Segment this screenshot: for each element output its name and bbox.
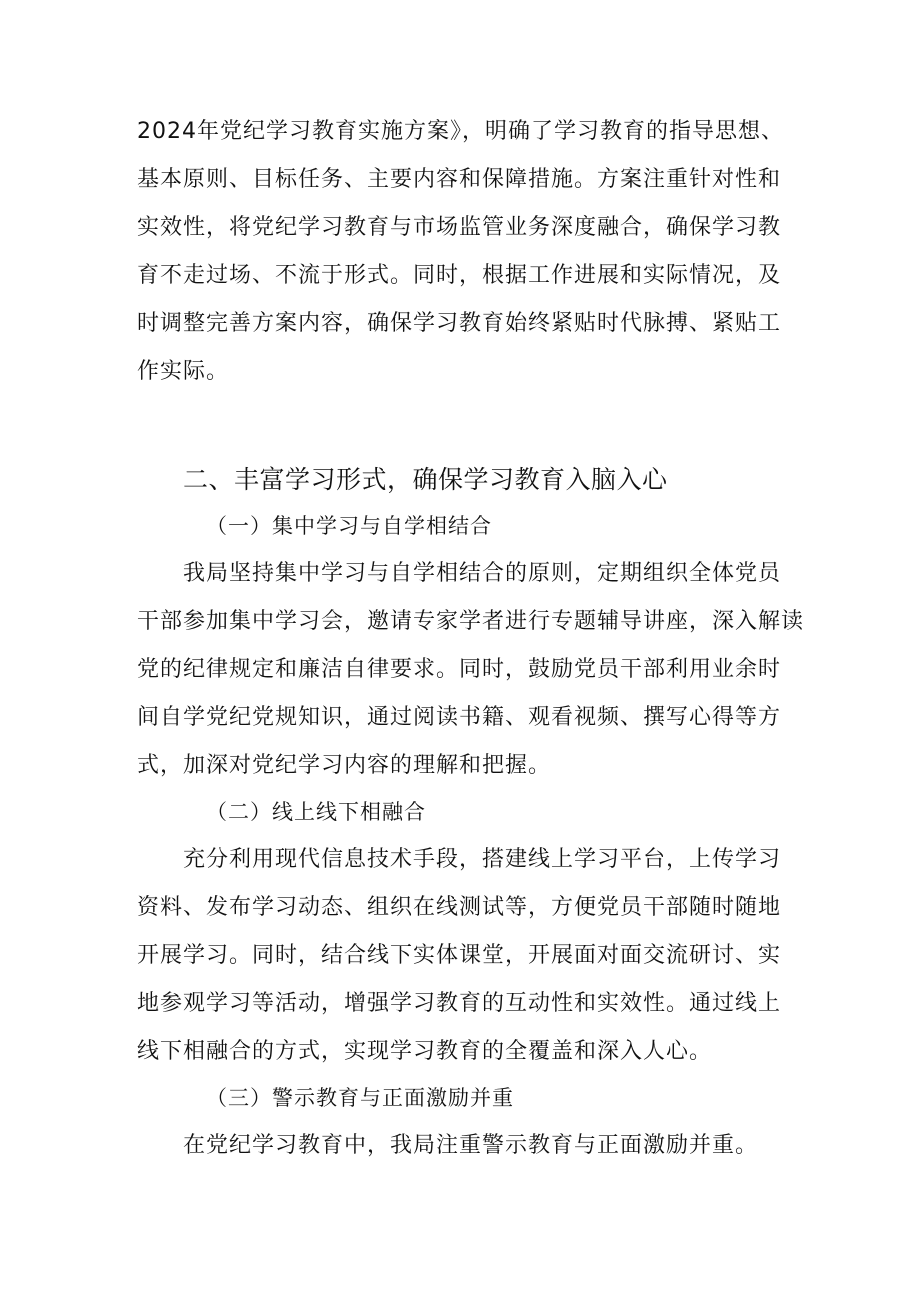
paragraph-line: 育不走过场、不流于形式。同时，根据工作进展和实际情况，及 bbox=[137, 263, 782, 288]
paragraph-line: 资料、发布学习动态、组织在线测试等，方便党员干部随时随地 bbox=[137, 895, 782, 920]
paragraph-line: 开展学习。同时，结合线下实体课堂，开展面对面交流研讨、实 bbox=[137, 943, 782, 968]
section-heading: 二、丰富学习形式，确保学习教育入脑入心 bbox=[183, 466, 668, 494]
paragraph-line: 基本原则、目标任务、主要内容和保障措施。方案注重针对性和 bbox=[137, 167, 782, 192]
paragraph-line: 式，加深对党纪学习内容的理解和把握。 bbox=[137, 753, 552, 778]
paragraph-line: 地参观学习等活动，增强学习教育的互动性和实效性。通过线上 bbox=[137, 991, 782, 1016]
subsection-title: （二）线上线下相融合 bbox=[206, 800, 426, 824]
paragraph-line: 作实际。 bbox=[137, 359, 230, 384]
subsection-title: （一）集中学习与自学相结合 bbox=[206, 514, 492, 538]
subsection-title: （三）警示教育与正面激励并重 bbox=[206, 1086, 514, 1110]
paragraph-line: 间自学党纪党规知识，通过阅读书籍、观看视频、撰写心得等方 bbox=[137, 705, 782, 730]
paragraph-line: 充分利用现代信息技术手段，搭建线上学习平台，上传学习 bbox=[183, 847, 782, 872]
paragraph-line: 我局坚持集中学习与自学相结合的原则，定期组织全体党员 bbox=[183, 561, 782, 586]
paragraph-line: 实效性，将党纪学习教育与市场监管业务深度融合，确保学习教 bbox=[137, 215, 782, 240]
paragraph-line: 2024年党纪学习教育实施方案》，明确了学习教育的指导思想、 bbox=[137, 119, 784, 144]
paragraph-line: 在党纪学习教育中，我局注重警示教育与正面激励并重。 bbox=[183, 1133, 759, 1158]
paragraph-line: 线下相融合的方式，实现学习教育的全覆盖和深入人心。 bbox=[137, 1039, 713, 1064]
paragraph-line: 干部参加集中学习会，邀请专家学者进行专题辅导讲座，深入解读 bbox=[137, 609, 805, 634]
paragraph-line: 党的纪律规定和廉洁自律要求。同时，鼓励党员干部利用业余时 bbox=[137, 657, 782, 682]
paragraph-line: 时调整完善方案内容，确保学习教育始终紧贴时代脉搏、紧贴工 bbox=[137, 311, 782, 336]
